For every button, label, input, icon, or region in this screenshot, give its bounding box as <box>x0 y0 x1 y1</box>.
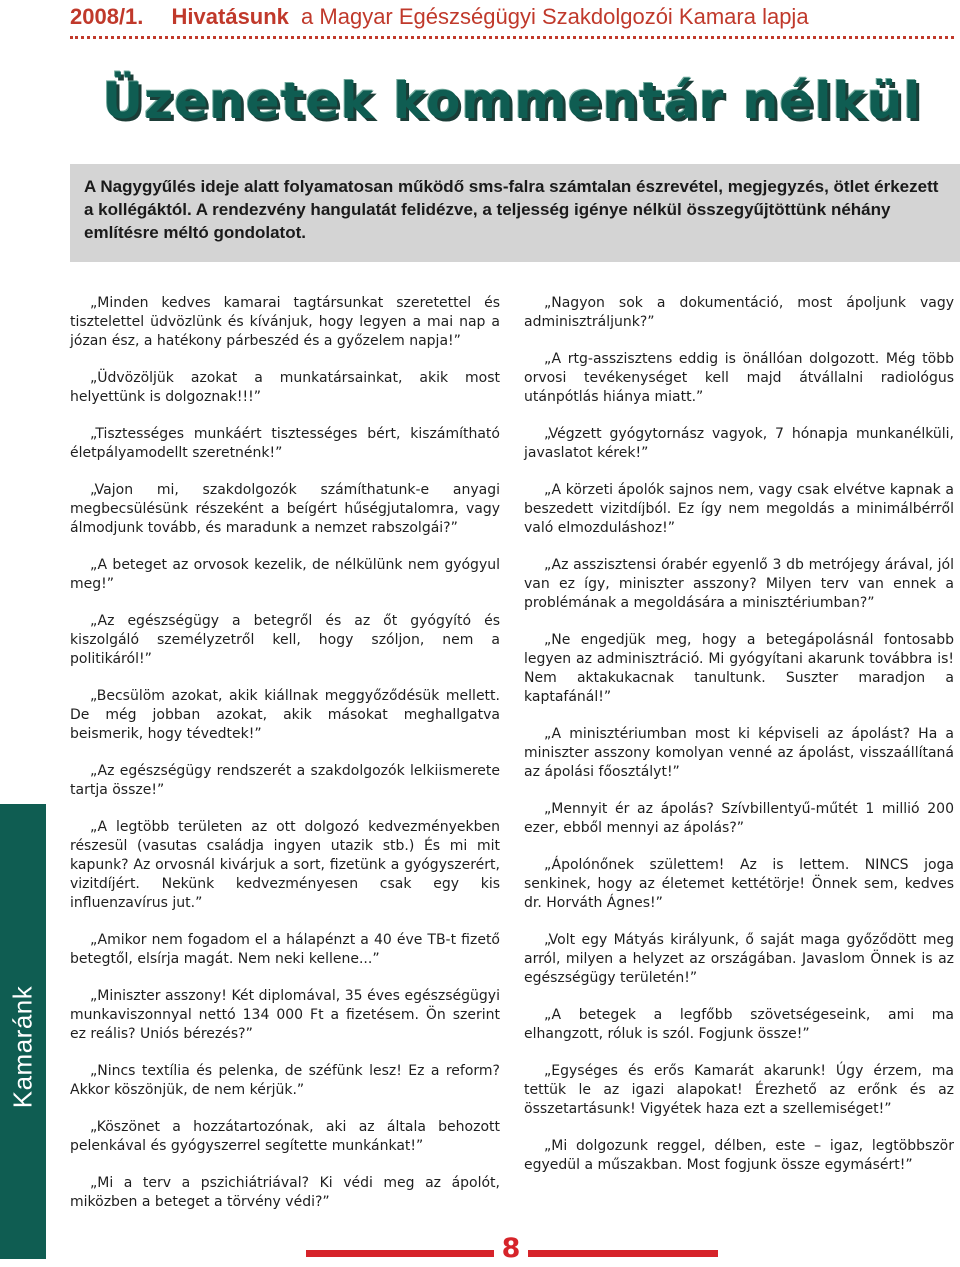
left-column <box>70 294 500 1230</box>
magazine-subtitle: a Magyar Egészségügyi Szakdolgozói Kamara lapja <box>301 4 809 29</box>
message-paragraph: „A betegek a legfőbb szövetségeseink, ami ma elhangzott, róluk is szól. Fogjunk össze!” <box>524 1007 954 1042</box>
message-paragraph: „Mennyit ér az ápolás? Szívbillentyű-műtét 1 millió 200 ezer, ebből mennyi az ápolás?” <box>524 801 954 836</box>
message-paragraph: „Köszönet a hozzátartozónak, aki az általa behozott pelenkával és gyógyszerrel segítette munkánkat!” <box>70 1119 500 1154</box>
message-paragraph: „A minisztériumban most ki képviseli az ápolást? Ha a miniszter asszony komolyan venné az ápolást, visszaállítaná az ápolási főosztályt!” <box>524 726 954 780</box>
running-header <box>70 4 960 30</box>
message-paragraph: „Az asszisztensi órabér egyenlő 3 db metrójegy árával, jól van ez így, miniszter asszony? Milyen terv van ennek a problémának a megoldására a minisztériumban?” <box>524 557 954 611</box>
message-paragraph: „Nincs textília és pelenka, de széfünk lesz! Ez a reform? Akkor köszönjük, de nem kérjük.” <box>70 1063 500 1098</box>
issue-number: 2008/1. <box>70 4 144 29</box>
message-paragraph: „Miniszter asszony! Két diplomával, 35 éves egészségügyi munkaviszonnyal nettó 134 000 Ft a fizetésem. Ön szerint ez reális? Uniós bérezés?” <box>70 988 500 1042</box>
message-paragraph: „Nagyon sok a dokumentáció, most ápoljunk vagy adminisztráljunk?” <box>524 295 954 330</box>
message-paragraph: „Mi dolgozunk reggel, délben, este – igaz, legtöbbször egyedül a műszakban. Most fogjunk össze egymásért!” <box>524 1138 954 1173</box>
page-number: 8 <box>501 1233 521 1264</box>
dotted-divider <box>70 36 954 39</box>
page-title: Üzenetek kommentár nélkül <box>102 72 922 130</box>
message-paragraph: „Az egészségügy a betegről és az őt gyógyító és kiszolgáló személyzetről kell, hogy szóljon, nem a politikáról!” <box>70 613 500 667</box>
message-paragraph: „Ápolónőnek születtem! Az is lettem. NINCS joga senkinek, hogy az életemet kettétörje! Önnek sem, kedves dr. Horváth Ágnes!” <box>524 857 954 911</box>
message-paragraph: „A legtöbb területen az ott dolgozó kedvezményekben részesül (vasutas családja ingyen utazik stb.) És mi mit kapunk? Az orvosnál kivárjuk a sort, fizetünk a gyógyszerért, vizitdíjért. Nekünk kedvezményesen csak egy kis influenzavírus jut.” <box>70 819 500 911</box>
right-column <box>524 294 954 1193</box>
message-paragraph: „A körzeti ápolók sajnos nem, vagy csak elvétve kapnak a beszedett vizitdíjból. Ez így nem megoldás a minimálbérről való elmozduláshoz!” <box>524 482 954 536</box>
footer-bar-right <box>528 1250 718 1257</box>
message-paragraph: „Ne engedjük meg, hogy a betegápolásnál fontosabb legyen az adminisztráció. Mi gyógyítani akarunk továbbra is! Nem aktakukacnak tanultunk. Suszter maradjon a kaptafánál!” <box>524 632 954 705</box>
message-paragraph: „A beteget az orvosok kezelik, de nélkülünk nem gyógyul meg!” <box>70 557 500 592</box>
message-paragraph: „Amikor nem fogadom el a hálapénzt a 40 éve TB-t fizető betegtől, elsírja magát. Nem neki kellene...” <box>70 932 500 967</box>
message-paragraph: „Vajon mi, szakdolgozók számíthatunk-e anyagi megbecsülésünk részeként a beígért hűségjutalomra, vagy álmodjunk tovább, és maradunk a nemzet rabszolgái?” <box>70 482 500 536</box>
message-paragraph: „Egységes és erős Kamarát akarunk! Úgy érzem, ma tettük le az igazi alapokat! Érezhető az erőnk és az összetartásunk! Vigyétek haza ezt a szellemiséget!” <box>524 1063 954 1117</box>
message-paragraph: „Végzett gyógytornász vagyok, 7 hónapja munkanélküli, javaslatot kérek!” <box>524 426 954 461</box>
message-paragraph: „Mi a terv a pszichiátriával? Ki védi meg az ápolót, miközben a beteget a törvény védi?” <box>70 1175 500 1210</box>
message-paragraph: „Becsülöm azokat, akik kiállnak meggyőződésük mellett. De még jobban azokat, akik másokat meghallgatva beismerik, hogy tévedtek!” <box>70 688 500 742</box>
footer-bar-left <box>306 1250 494 1257</box>
message-paragraph: „Volt egy Mátyás királyunk, ő saját maga győződött meg arról, milyen a helyzet az országában. Javaslom Önnek is az egészségügy területén!” <box>524 932 954 986</box>
message-paragraph: „Minden kedves kamarai tagtársunkat szeretettel és tisztelettel üdvözlünk és kívánjuk, hogy legyen a mai nap a józan ész, a hatékony párbeszéd és a győzelem napja!” <box>70 295 500 349</box>
message-paragraph: „Üdvözöljük azokat a munkatársainkat, akik most helyettünk is dolgoznak!!!” <box>70 370 500 405</box>
magazine-name: Hivatásunk <box>171 4 289 29</box>
message-paragraph: „A rtg-asszisztens eddig is önállóan dolgozott. Még több orvosi tevékenységet kell majd átvállalni radiológus utánpótlás hiánya miatt.” <box>524 351 954 405</box>
message-paragraph: „Az egészségügy rendszerét a szakdolgozók lelkiismerete tartja össze!” <box>70 763 500 798</box>
section-label: Kamaránk <box>7 985 38 1109</box>
lead-paragraph: A Nagygyűlés ideje alatt folyamatosan működő sms-falra számtalan észrevétel, megjegyzés, ötlet érkezett a kollégáktól. A rendezvény hangulatát felidézve, a teljesség igénye nélkül összegyűjtöttünk néhány említésre méltó gondolatot. <box>70 164 960 262</box>
message-paragraph: „Tisztességes munkáért tisztességes bért, kiszámítható életpályamodellt szeretnénk!” <box>70 426 500 461</box>
